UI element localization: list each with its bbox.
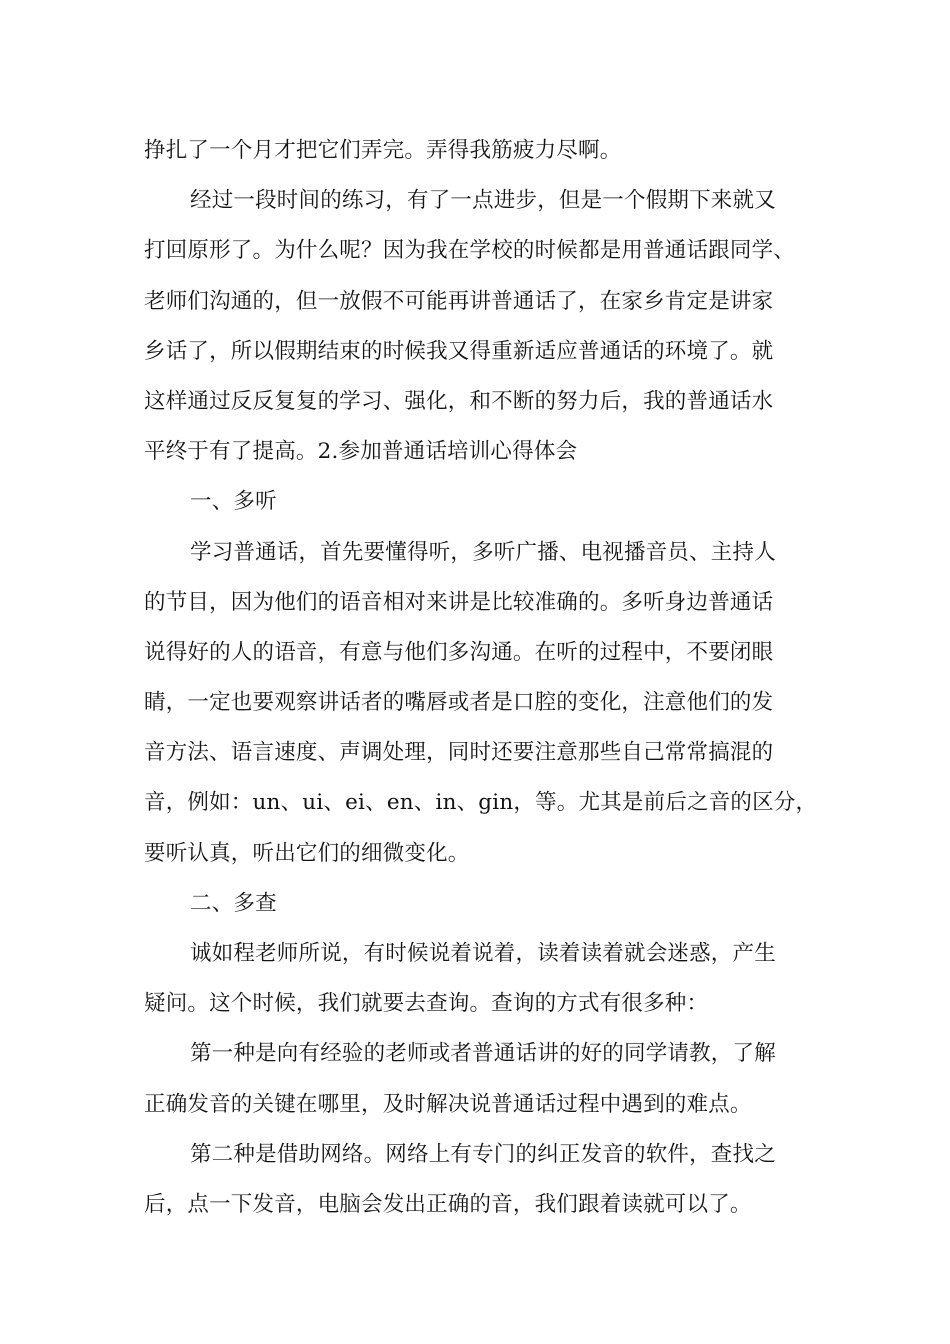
text-line: 挣扎了一个月才把它们弄完。弄得我筋疲力尽啊。 [144, 138, 622, 163]
text-line: 要听认真，听出它们的细微变化。 [144, 840, 470, 866]
section-heading [144, 477, 824, 527]
text-line: 音方法、语言速度、声调处理，同时还要注意那些自己常常搞混的 [144, 740, 774, 766]
paragraph [144, 929, 824, 1029]
text-line: 音，例如：un、ui、ei、en、in、gin，等。尤其是前后之音的区分， [144, 790, 818, 816]
text-line: 学习普通话，首先要懂得听，多听广播、电视播音员、主持人 [190, 539, 776, 565]
document-body [144, 126, 824, 1230]
text-line: 疑问。这个时候，我们就要去查询。查询的方式有很多种： [144, 991, 709, 1017]
paragraph-continuation [144, 126, 824, 176]
text-line: 后，点一下发音，电脑会发出正确的音，我们跟着读就可以了。 [144, 1191, 752, 1217]
text-line: 的节目，因为他们的语音相对来讲是比较准确的。多听身边普通话 [144, 589, 774, 615]
text-line: 乡话了，所以假期结束的时候我又得重新适应普通话的环境了。就 [144, 338, 774, 364]
text-line: 打回原形了。为什么呢？因为我在学校的时候都是用普通话跟同学、 [144, 238, 796, 264]
heading-text: 二、多查 [190, 890, 277, 916]
text-line: 经过一段时间的练习，有了一点进步，但是一个假期下来就又 [190, 188, 776, 214]
text-line: 第一种是向有经验的老师或者普通话讲的好的同学请教，了解 [190, 1041, 776, 1067]
section-heading [144, 879, 824, 929]
paragraph [144, 1130, 824, 1230]
text-line: 这样通过反反复复的学习、强化，和不断的努力后，我的普通话水 [144, 388, 774, 414]
text-line: 诚如程老师所说，有时候说着说着，读着读着就会迷惑，产生 [190, 941, 776, 966]
text-line: 睛，一定也要观察讲话者的嘴唇或者是口腔的变化，注意他们的发 [144, 690, 774, 716]
text-line: 第二种是借助网络。网络上有专门的纠正发音的软件，查找之 [190, 1141, 776, 1167]
paragraph [144, 176, 824, 477]
text-line: 平终于有了提高。2.参加普通话培训心得体会 [144, 439, 578, 465]
heading-text: 一、多听 [190, 489, 277, 515]
paragraph [144, 1029, 824, 1129]
paragraph [144, 528, 824, 879]
text-line: 说得好的人的语音，有意与他们多沟通。在听的过程中，不要闭眼 [144, 639, 774, 665]
text-line: 老师们沟通的，但一放假不可能再讲普通话了，在家乡肯定是讲家 [144, 288, 774, 314]
text-line: 正确发音的关键在哪里，及时解决说普通话过程中遇到的难点。 [144, 1091, 752, 1117]
